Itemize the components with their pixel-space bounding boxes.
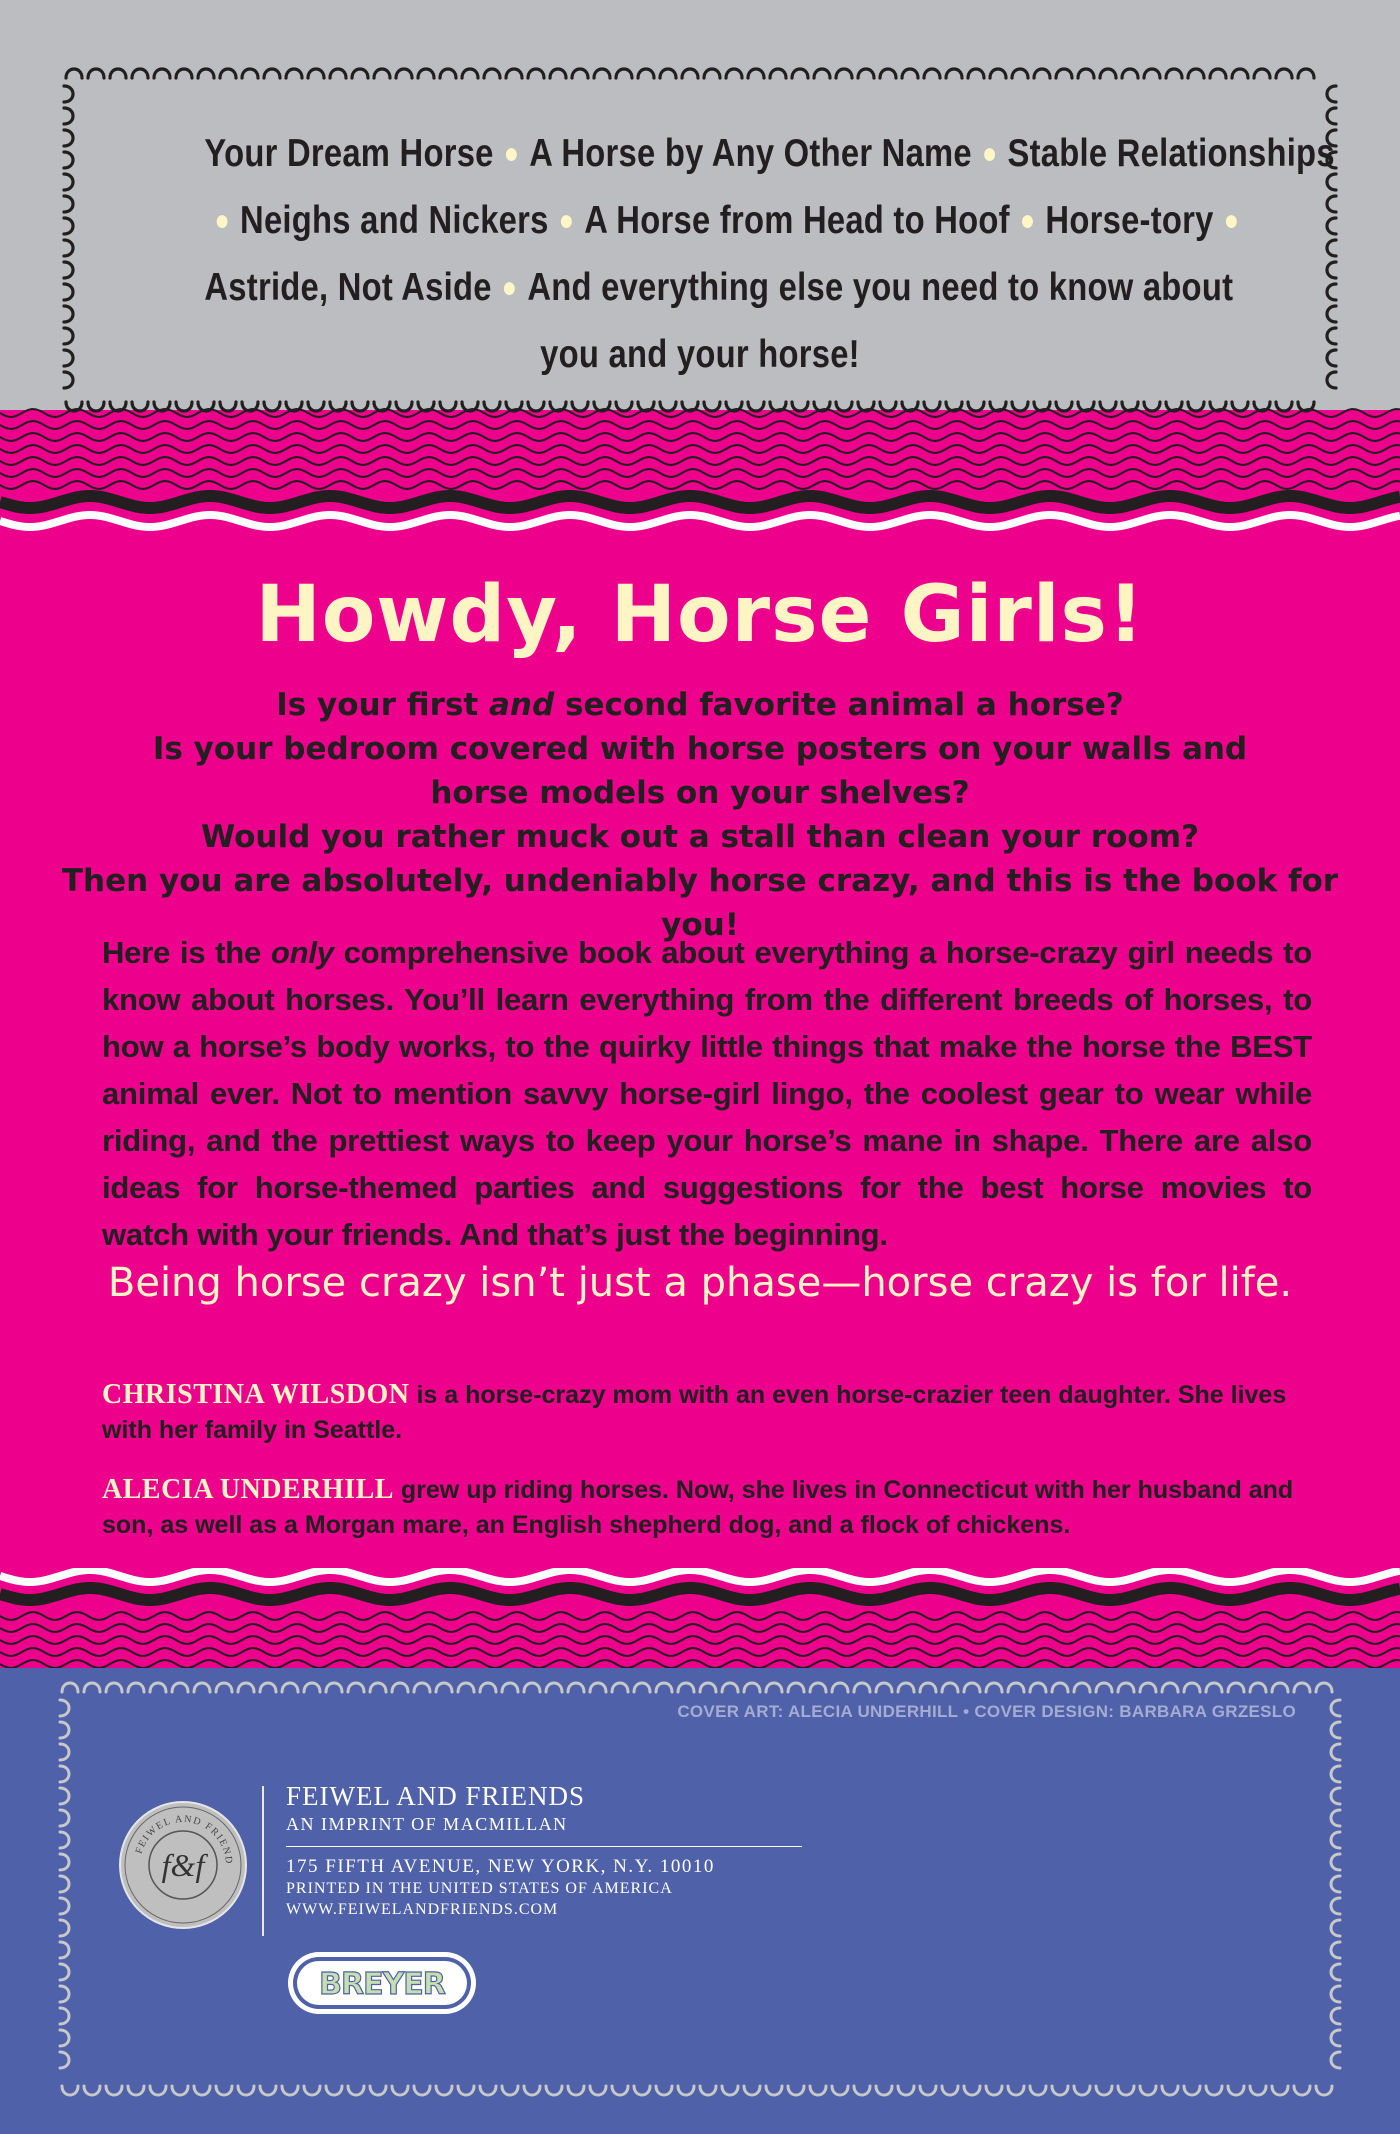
question-text: second favorite animal a horse?: [554, 687, 1124, 723]
bullet-dot-icon: ●: [1019, 204, 1036, 237]
topic-item: Horse-tory: [1045, 199, 1214, 242]
wavy-line: [0, 1648, 1400, 1656]
wavy-line: [0, 1570, 1400, 1582]
wavy-line: [0, 1588, 1400, 1600]
frame-loop-column: [64, 86, 73, 388]
author-bio-text: is a horse-crazy mom with an even horse-crazier teen daughter. She lives with her family in Seattle.: [102, 1381, 1287, 1444]
frame-loop-row: [66, 69, 1314, 78]
topic-item: you and your horse!: [540, 333, 860, 376]
svg-text:f&f: f&f: [161, 1847, 205, 1883]
author-name: CHRISTINA WILSDON: [102, 1379, 410, 1410]
question-emphasis: and: [489, 687, 555, 723]
wavy-line: [0, 515, 1400, 527]
wavy-line: [0, 1636, 1400, 1644]
headline: Howdy, Horse Girls!: [255, 570, 1145, 660]
bullet-dot-icon: ●: [981, 137, 998, 170]
publisher-website: WWW.FEIWELANDFRIENDS.COM: [286, 1901, 559, 1918]
publisher-seal-logo: [118, 1800, 248, 1930]
wavy-line: [0, 1624, 1400, 1632]
question-line: Then you are absolutely, undeniably horse crazy, and this is the book for you!: [61, 863, 1339, 943]
publisher-imprint: AN IMPRINT OF MACMILLAN: [286, 1814, 568, 1834]
question-line: Would you rather muck out a stall than clean your room?: [200, 819, 1199, 855]
publisher-name: FEIWEL AND FRIENDS: [286, 1781, 585, 1811]
wavy-line: [0, 445, 1400, 453]
publisher-info: [286, 1780, 802, 1920]
question-line: Is your bedroom covered with horse posters on your walls and: [152, 731, 1248, 767]
frame-loop-column: [60, 1700, 69, 2068]
question-line: horse models on your shelves?: [430, 775, 970, 811]
bullet-dot-icon: ●: [1223, 204, 1240, 237]
topic-item: A Horse from Head to Hoof: [584, 199, 1010, 242]
frame-loop-row: [62, 1683, 1332, 1692]
breyer-logo: [286, 1950, 478, 2016]
topic-item: Neighs and Nickers: [240, 199, 549, 242]
wavy-line: [0, 481, 1400, 489]
publisher-address: 175 FIFTH AVENUE, NEW YORK, N.Y. 10010: [286, 1856, 715, 1877]
bullet-dot-icon: ●: [214, 204, 230, 237]
description-paragraph: [102, 929, 1312, 1258]
intro-questions: [60, 683, 1340, 947]
topic-item: Your Dream Horse: [204, 132, 494, 175]
question-text: Is your first: [276, 687, 490, 723]
illustrator-name: ALECIA UNDERHILL: [102, 1474, 394, 1505]
publisher-divider: [262, 1786, 264, 1936]
topics-list: [204, 122, 1335, 387]
description-text: comprehensive book about everything a horse-crazy girl needs to know about horses. You’ll learn everything from the different breeds of horses, to how a horse’s body works, to the quirky little things that make the horse the BEST animal ever. Not to mention savvy horse-girl lingo, the coolest gear to wear while riding, and the prettiest ways to keep your horse’s mane in shape. There are also ideas for horse-themed parties and suggestions for the best horse movies to watch with your friends. And that’s just the beginning.: [102, 935, 1312, 1252]
printed-in: PRINTED IN THE UNITED STATES OF AMERICA: [286, 1880, 673, 1897]
svg-text:FEIWEL AND FRIENDS: FEIWEL AND FRIEND: [133, 1813, 235, 1866]
svg-text:BREYER: BREYER: [319, 1967, 445, 2002]
wavy-line: [0, 1612, 1400, 1620]
illustrator-bio: [102, 1472, 1312, 1543]
author-bio: [102, 1377, 1312, 1448]
cover-credits: COVER ART: ALECIA UNDERHILL • COVER DESIGN: BARBARA GRZESLO: [677, 1702, 1296, 1721]
question-line: [60, 683, 1340, 727]
frame-loop-row: [62, 2086, 1332, 2095]
wavy-line: [0, 433, 1400, 441]
description-text: Here is the: [102, 935, 271, 970]
bullet-dot-icon: ●: [503, 137, 520, 170]
illustrator-bio-text: grew up riding horses. Now, she lives in Connecticut with her husband and son, as well as a Morgan mare, an English shepherd dog, and a flock of chickens.: [102, 1476, 1294, 1539]
topic-item: Astride, Not Aside: [204, 266, 492, 309]
wavy-line: [0, 409, 1400, 417]
tagline: Being horse crazy isn’t just a phase—horse crazy is for life.: [107, 1260, 1293, 1306]
wavy-band-top: [0, 405, 1400, 540]
frame-loop-column: [1331, 1700, 1340, 2068]
bullet-dot-icon: ●: [558, 204, 575, 237]
wavy-line: [0, 421, 1400, 429]
wavy-line: [0, 496, 1400, 508]
description-emphasis: only: [270, 935, 334, 970]
wavy-line: [0, 469, 1400, 477]
publisher-rule: [286, 1846, 802, 1847]
topic-item: Stable Relationships: [1007, 132, 1335, 175]
topic-item: And everything else you need to know about: [527, 266, 1234, 309]
bullet-dot-icon: ●: [501, 271, 518, 304]
topic-item: A Horse by Any Other Name: [529, 132, 972, 175]
wavy-line: [0, 457, 1400, 465]
